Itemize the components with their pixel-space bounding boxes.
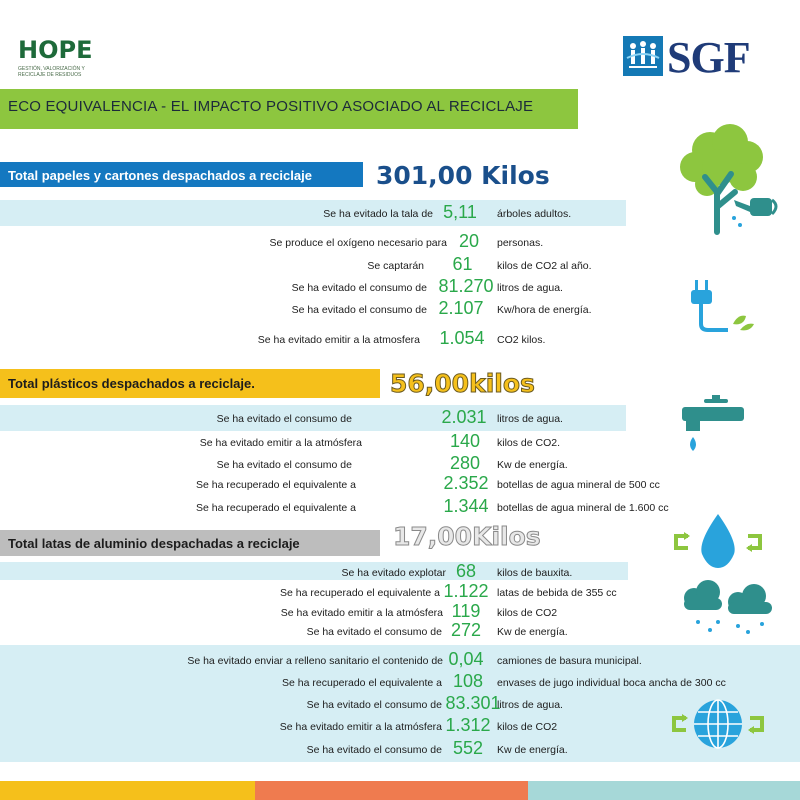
row-unit: CO2 kilos. xyxy=(497,334,546,346)
row-value: 1.122 xyxy=(443,581,489,601)
row-label: Se ha evitado la tala de xyxy=(323,208,433,220)
row-label: Se produce el oxígeno necesario para xyxy=(269,237,447,249)
row-label: Se ha evitado el consumo de xyxy=(306,699,442,711)
row-value: 552 xyxy=(452,738,484,758)
sgf-logo xyxy=(623,33,768,82)
page-title: ECO EQUIVALENCIA - EL IMPACTO POSITIVO ASOCIADO AL RECICLAJE xyxy=(8,98,534,115)
row-value: 68 xyxy=(455,561,477,581)
row-label: Se ha evitado emitir a la atmósfera xyxy=(280,607,443,619)
row-value: 61 xyxy=(452,254,473,274)
cans-header-label: Total latas de aluminio despachadas a reciclaje xyxy=(8,536,300,551)
row-value: 2.107 xyxy=(438,298,484,318)
row-unit: Kw/hora de energía. xyxy=(497,304,592,316)
row-unit: litros de agua. xyxy=(497,699,563,711)
globe-icon xyxy=(666,696,770,752)
row-label: Se ha evitado el consumo de xyxy=(306,744,442,756)
water-drop-icon xyxy=(668,512,768,570)
row-label: Se ha evitado emitir a la atmosfera xyxy=(257,334,420,346)
row-label: Se ha recuperado el equivalente a xyxy=(196,502,356,514)
row-label: Se ha evitado emitir a la atmósfera xyxy=(199,437,362,449)
plastics-total: 56,00kilos xyxy=(390,369,535,398)
row-value: 140 xyxy=(449,431,481,451)
row-unit: botellas de agua mineral de 1.600 cc xyxy=(497,502,669,514)
row-unit: camiones de basura municipal. xyxy=(497,655,642,667)
row-unit: kilos de CO2. xyxy=(497,437,561,449)
row-value: 83.301 xyxy=(445,693,501,713)
row-unit: kilos de CO2 xyxy=(497,721,558,733)
row-label: Se ha evitado el consumo de xyxy=(216,459,352,471)
row-value: 1.344 xyxy=(443,496,489,516)
papers-total: 301,00 Kilos xyxy=(376,161,550,190)
sgf-people-icon xyxy=(623,36,663,76)
row-unit: Kw de energía. xyxy=(497,459,568,471)
row-label: Se ha recuperado el equivalente a xyxy=(196,479,356,491)
plastics-header-label: Total plásticos despachados a reciclaje. xyxy=(8,376,255,391)
row-unit: personas. xyxy=(497,237,544,249)
row-value: 2.352 xyxy=(443,473,489,493)
row-unit: kilos de bauxita. xyxy=(497,567,573,579)
row-label: Se ha recuperado el equivalente a xyxy=(282,677,442,689)
papers-header-label: Total papeles y cartones despachados a reciclaje xyxy=(8,168,312,183)
plug-icon xyxy=(688,276,760,336)
row-value: 5,11 xyxy=(443,202,477,222)
row-unit: Kw de energía. xyxy=(497,626,568,638)
row-label: Se ha evitado el consumo de xyxy=(306,626,442,638)
row-value: 20 xyxy=(458,231,480,251)
rain-cloud-icon xyxy=(676,578,780,640)
hope-logo-word: HOPE xyxy=(18,36,93,64)
row-label: Se ha evitado el consumo de xyxy=(291,282,427,294)
row-label: Se ha evitado explotar xyxy=(341,567,446,579)
row-value: 1.054 xyxy=(439,328,485,348)
row-label: Se ha recuperado el equivalente a xyxy=(280,587,440,599)
bottom-strip-teal xyxy=(528,781,800,800)
row-value: 2.031 xyxy=(441,407,487,427)
row-value: 0,04 xyxy=(448,649,484,669)
row-label: Se ha evitado enviar a relleno sanitario el contenido de xyxy=(187,655,443,667)
row-unit: kilos de CO2 al año. xyxy=(497,260,592,272)
watering-can-icon xyxy=(728,190,778,235)
hope-logo-subtitle: GESTIÓN, VALORIZACIÓN Y RECICLAJE DE RESIDUOS xyxy=(18,66,85,78)
row-unit: latas de bebida de 355 cc xyxy=(497,587,617,599)
row-unit: litros de agua. xyxy=(497,413,563,425)
row-unit: litros de agua. xyxy=(497,282,563,294)
bottom-strip-orange xyxy=(255,781,528,800)
row-value: 119 xyxy=(451,601,481,621)
row-label: Se ha evitado el consumo de xyxy=(216,413,352,425)
bottom-strip-yellow xyxy=(0,781,255,800)
hope-logo xyxy=(18,36,108,86)
row-unit: kilos de CO2 xyxy=(497,607,558,619)
row-value: 272 xyxy=(450,620,482,640)
row-unit: botellas de agua mineral de 500 cc xyxy=(497,479,660,491)
cans-total: 17,00Kilos xyxy=(393,522,541,551)
sgf-logo-word: SGF xyxy=(667,33,750,82)
row-label: Se ha evitado emitir a la atmósfera xyxy=(279,721,442,733)
row-label: Se captarán xyxy=(367,260,424,272)
row-label: Se ha evitado el consumo de xyxy=(291,304,427,316)
row-value: 81.270 xyxy=(438,276,494,296)
row-unit: envases de jugo individual boca ancha de 300 cc xyxy=(497,677,726,689)
row-unit: Kw de energía. xyxy=(497,744,568,756)
row-value: 1.312 xyxy=(445,715,491,735)
row-unit: árboles adultos. xyxy=(497,208,572,220)
row-value: 280 xyxy=(449,453,481,473)
faucet-icon xyxy=(682,393,752,455)
row-value: 108 xyxy=(452,671,484,691)
